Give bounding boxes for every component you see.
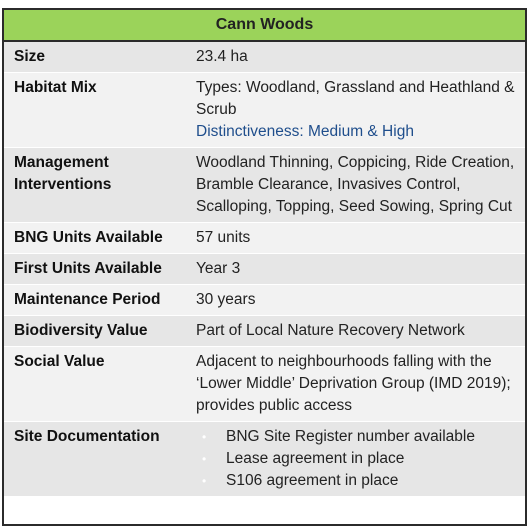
row-label: Habitat Mix (4, 73, 184, 148)
row-label: Maintenance Period (4, 285, 184, 316)
site-info-card (2, 8, 527, 526)
row-label: BNG Units Available (4, 223, 184, 254)
row-value: 23.4 ha (184, 42, 525, 73)
row-label: Management Interventions (4, 148, 184, 223)
card-title: Cann Woods (4, 10, 525, 42)
row-value: Woodland Thinning, Coppicing, Ride Creation, Bramble Clearance, Invasives Control, Scalloping, Topping, Seed Sowing, Spring Cut (184, 148, 525, 223)
row-value (184, 422, 525, 497)
list-item: • Lease agreement in place (196, 448, 517, 470)
row-maintenance-period (4, 285, 525, 316)
row-value: Year 3 (184, 254, 525, 285)
row-value: Adjacent to neighbourhoods falling with the ‘Lower Middle’ Deprivation Group (IMD 2019); provides public access (184, 347, 525, 422)
habitat-distinctiveness: Distinctiveness: Medium & High (196, 123, 414, 140)
row-first-units (4, 254, 525, 285)
row-size (4, 42, 525, 73)
row-label: Site Documentation (4, 422, 184, 497)
row-value (184, 73, 525, 148)
documentation-list (196, 426, 517, 492)
row-biodiversity-value (4, 316, 525, 347)
row-label: Size (4, 42, 184, 73)
row-label: First Units Available (4, 254, 184, 285)
row-management-interventions (4, 148, 525, 223)
list-item: • S106 agreement in place (196, 470, 517, 492)
row-label: Biodiversity Value (4, 316, 184, 347)
row-social-value (4, 347, 525, 422)
row-site-documentation (4, 422, 525, 497)
row-value: 30 years (184, 285, 525, 316)
row-label: Social Value (4, 347, 184, 422)
row-value: 57 units (184, 223, 525, 254)
list-item: • BNG Site Register number available (196, 426, 517, 448)
row-habitat-mix (4, 73, 525, 148)
habitat-types: Types: Woodland, Grassland and Heathland & Scrub (196, 79, 515, 118)
row-value: Part of Local Nature Recovery Network (184, 316, 525, 347)
site-info-table (4, 42, 525, 497)
row-bng-units (4, 223, 525, 254)
